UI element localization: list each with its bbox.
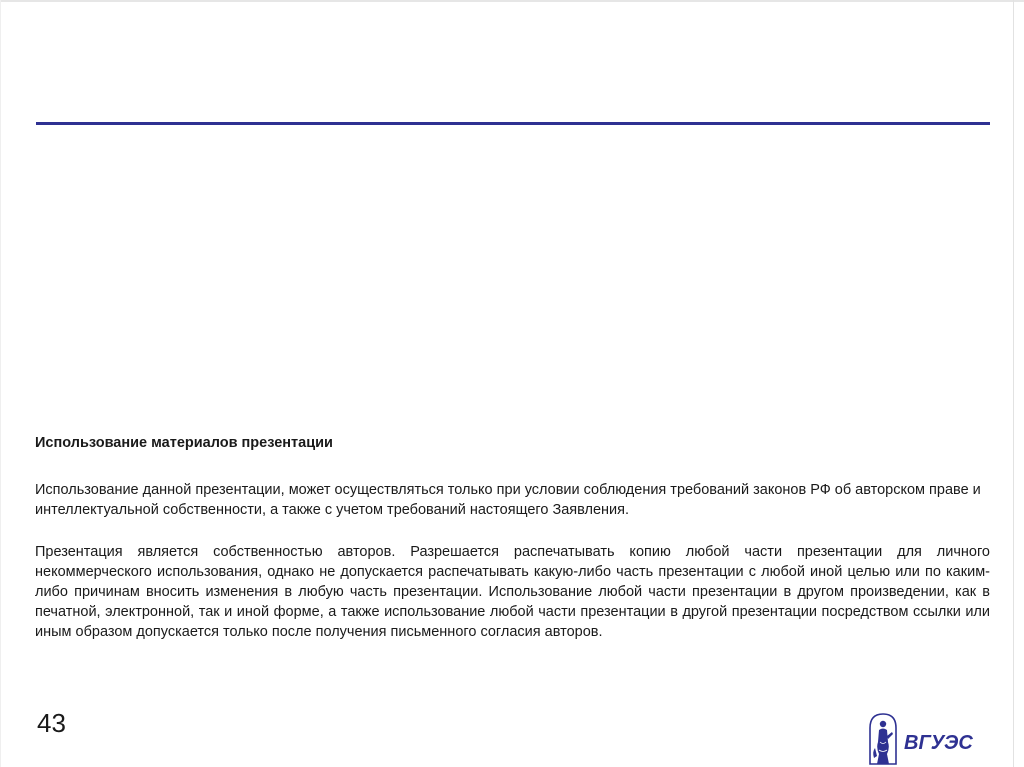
slide-left-border <box>0 0 1 767</box>
logo-wordmark: ВГУЭС <box>904 732 973 754</box>
section-heading: Использование материалов презентации <box>35 435 333 451</box>
university-emblem-icon <box>870 714 896 764</box>
slide-right-border <box>1013 0 1014 767</box>
slide-body <box>35 433 990 642</box>
paragraph-usage-terms: Использование данной презентации, может осуществляться только при условии соблюдения требований законов РФ об авторском праве и интеллектуальной собственности, а также с учетом требований настоящего Заявления. <box>35 482 981 518</box>
slide-top-border <box>0 0 1024 2</box>
university-logo <box>866 712 991 767</box>
header-rule <box>36 122 990 125</box>
page-number: 43 <box>37 708 66 738</box>
paragraph-ownership: Презентация является собственностью авторов. Разрешается распечатывать копию любой части презентации для личного некоммерческого использования, однако не допускается распечатывать какую-либо часть презентации с любой иной целью или по каким-либо причинам вносить изменения в любую часть презентации. Использование любой части презентации в другом произведении, как в печатной, электронной, так и иной форме, а также использование любой части презентации в другой презентации посредством ссылки или иным образом допускается только после получения письменного согласия авторов. <box>35 544 990 640</box>
